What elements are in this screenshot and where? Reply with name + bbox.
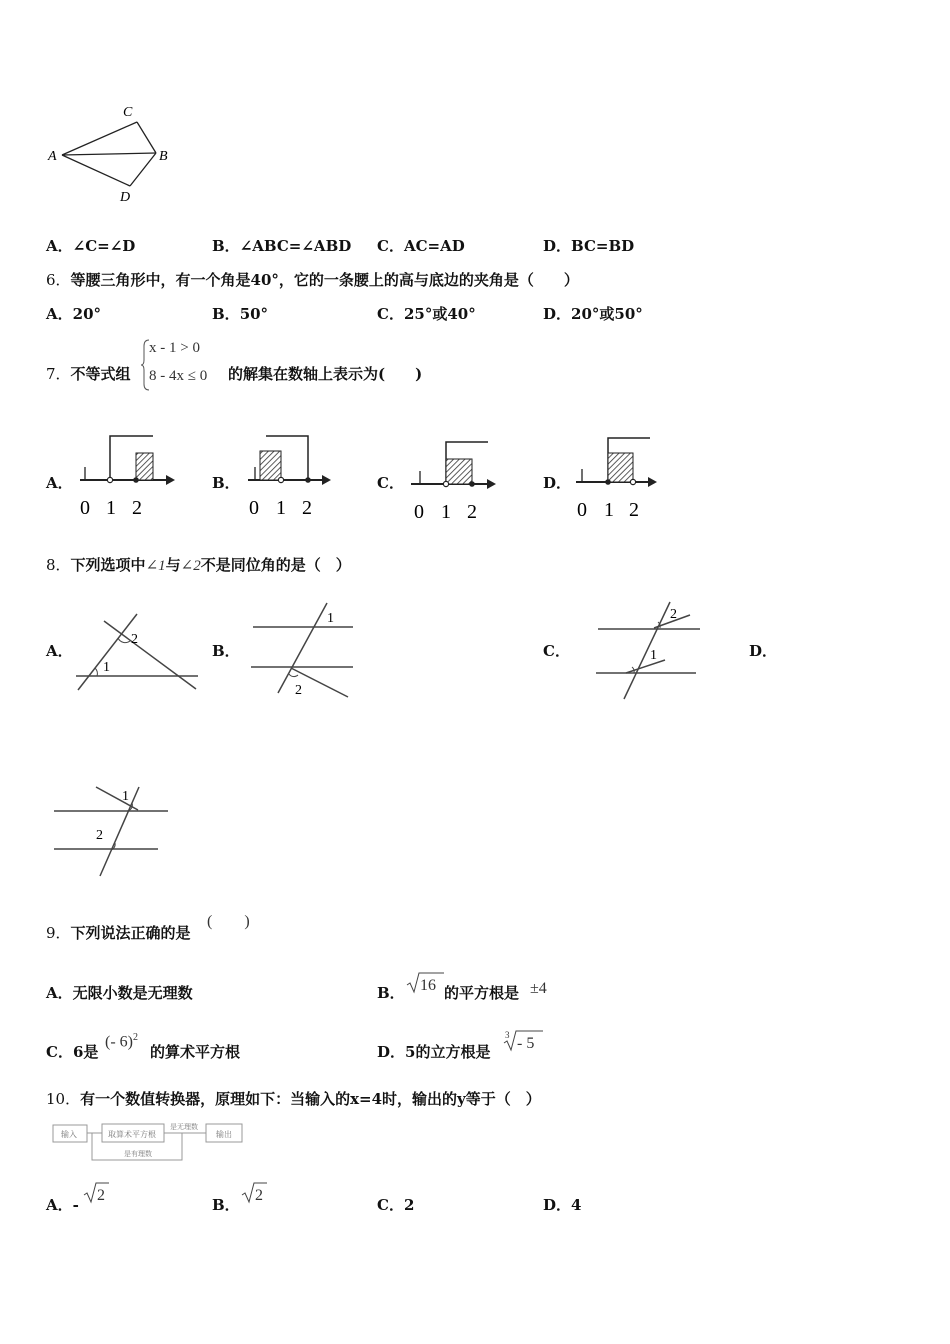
option-label: C． [377,1196,404,1214]
irrational-branch-label: 是无理数 [170,1123,198,1131]
q7-stem-start [46,365,131,383]
tick-label: 0 [414,501,424,523]
q10-option-d[interactable] [543,1196,581,1214]
q6-option-c[interactable] [377,305,476,323]
q7-number-line-a[interactable] [70,430,180,525]
q8-option-a-label[interactable]: A． [46,642,73,660]
q9-stem [46,924,191,942]
tick-label: 0 [577,499,587,521]
option-text: 6是 [72,1043,99,1061]
question-number: 7． [46,365,71,383]
option-label: D． [543,237,572,255]
radicand: 16 [420,977,436,994]
triangle-figure [40,100,180,210]
question-number: 9． [46,924,71,942]
radicand: 2 [255,1187,263,1204]
vertex-d-label: D [120,190,131,205]
angle-mark: 2 [96,828,103,843]
option-text: ∠ABC=∠ABD [239,237,352,255]
angle-2-symbol: ∠2 [180,558,201,574]
tick-label: 1 [441,501,451,523]
option-label: D． [543,305,572,323]
q9-option-b-label[interactable]: B． [377,984,405,1002]
q9-option-a[interactable] [46,984,193,1002]
vertex-a-label: A [48,149,57,164]
question-text: 等腰三角形中，有一个角是40°，它的一条腰上的高与底边的夹角是（ ） [70,271,579,289]
q10-option-c[interactable] [377,1196,414,1214]
q10-stem [46,1090,541,1108]
question-text: 下列选项中 [70,556,146,574]
q8-figure-d[interactable] [48,782,173,882]
vertex-c-label: C [123,105,133,120]
minus-sign: - [72,1196,79,1214]
angle-mark: 2 [295,683,302,698]
option-text: 25°或40° [403,305,476,323]
option-label: C． [46,1043,73,1061]
question-text: 不是同位角的是（ ） [200,556,351,574]
base: (- 6) [105,1033,133,1051]
q8-option-b-label[interactable]: B． [212,642,240,660]
q7-option-a-label[interactable]: A． [46,474,73,492]
q6-stem [46,271,579,289]
q7-option-d-label[interactable]: D． [543,474,572,492]
q7-number-line-d[interactable] [568,430,668,525]
tick-label: 1 [604,499,614,521]
option-text: 无限小数是无理数 [72,984,193,1002]
question-text: 不等式组 [70,365,131,383]
angle-mark: 1 [103,660,110,675]
question-text: 有一个数值转换器，原理如下：当输入的x=4时，输出的y等于（ ） [80,1090,541,1108]
exponent: 2 [132,1032,138,1043]
tick-label: 0 [80,497,90,519]
q8-option-c-label[interactable]: C． [543,642,570,660]
question-number: 8． [46,556,71,574]
q6-option-b[interactable] [212,305,268,323]
angle-mark: 2 [131,632,138,647]
option-label: C． [377,237,404,255]
converter-flowchart [50,1118,250,1164]
q9-option-b-text: 的平方根是 [444,984,520,1002]
option-label: A． [46,305,73,323]
option-label: B． [212,305,240,323]
option-label: A． [46,984,73,1002]
q9-option-c[interactable] [46,1043,98,1061]
question-text: 下列说法正确的是 [70,924,191,942]
option-label: B． [212,237,240,255]
q6-option-a[interactable] [46,305,101,323]
option-label: D． [377,1043,406,1061]
q7-number-line-b[interactable] [238,430,338,525]
q5-option-d[interactable] [543,237,634,255]
angle-1-symbol: ∠1 [145,558,166,574]
option-text: BC=BD [571,237,635,255]
option-text: 5的立方根是 [405,1043,491,1061]
q10-option-a[interactable] [46,1196,79,1214]
q5-option-c[interactable] [377,237,465,255]
q9-option-d[interactable] [377,1043,490,1061]
tick-label: 2 [302,497,312,519]
option-text: 2 [403,1196,415,1214]
tick-label: 1 [276,497,286,519]
option-label: A． [46,1196,73,1214]
option-text: 20° [72,305,102,323]
option-label: B． [212,1196,240,1214]
question-number: 10． [46,1090,81,1108]
option-text: 4 [571,1196,582,1214]
root-index: 3 [505,1030,510,1040]
question-number: 6． [46,271,71,289]
plus-minus-4: ±4 [530,980,547,997]
sqrt-16-symbol [405,970,445,996]
angle-mark: 1 [650,648,657,663]
q9-option-c-text: 的算术平方根 [150,1043,241,1061]
q7-option-b-label[interactable]: B． [212,474,240,492]
tick-label: 1 [106,497,116,519]
option-label: C． [377,305,404,323]
sqrt-2-symbol-b [240,1180,268,1206]
q8-figure-b[interactable] [245,598,360,703]
angle-mark: 2 [670,607,677,622]
inequality-2: 8 - 4x ≤ 0 [149,368,208,384]
tick-label: 2 [467,501,477,523]
input-box-label: 输入 [61,1130,77,1139]
angle-mark: 1 [122,789,129,804]
q6-option-d[interactable] [543,305,643,323]
option-text: 50° [239,305,269,323]
option-text: 20°或50° [571,305,643,323]
q7-number-line-c[interactable] [403,430,503,525]
tick-label: 2 [629,499,639,521]
q10-option-b[interactable] [212,1196,240,1214]
inequality-1: x - 1 > 0 [149,340,200,356]
output-box-label: 输出 [216,1130,232,1139]
q8-figure-c[interactable] [590,598,705,703]
q7-option-c-label[interactable]: C． [377,474,404,492]
radicand: 2 [97,1187,105,1204]
q8-stem [46,556,351,575]
q7-stem-end: 的解集在数轴上表示为( ) [228,365,423,383]
q8-option-d-label[interactable]: D． [749,642,778,660]
q5-option-b[interactable] [212,237,351,255]
option-text: AC=AD [403,237,465,255]
radicand: - 5 [517,1035,535,1052]
tick-label: 2 [132,497,142,519]
vertex-b-label: B [159,149,168,164]
angle-mark: 1 [327,611,334,626]
tick-label: 0 [249,497,259,519]
rational-branch-label: 是有理数 [124,1150,152,1158]
compute-box-label: 取算术平方根 [108,1130,156,1139]
sqrt-2-symbol-a [82,1180,110,1206]
option-label: D． [543,1196,572,1214]
q5-option-a[interactable] [46,237,135,255]
q8-figure-a[interactable] [70,605,205,695]
cube-root-neg5-symbol [502,1028,544,1054]
option-label: A． [46,237,73,255]
q9-paren: ( ) [207,913,250,930]
option-text: ∠C=∠D [72,237,136,255]
question-text: 与 [165,556,181,574]
neg-six-squared [105,1032,138,1051]
